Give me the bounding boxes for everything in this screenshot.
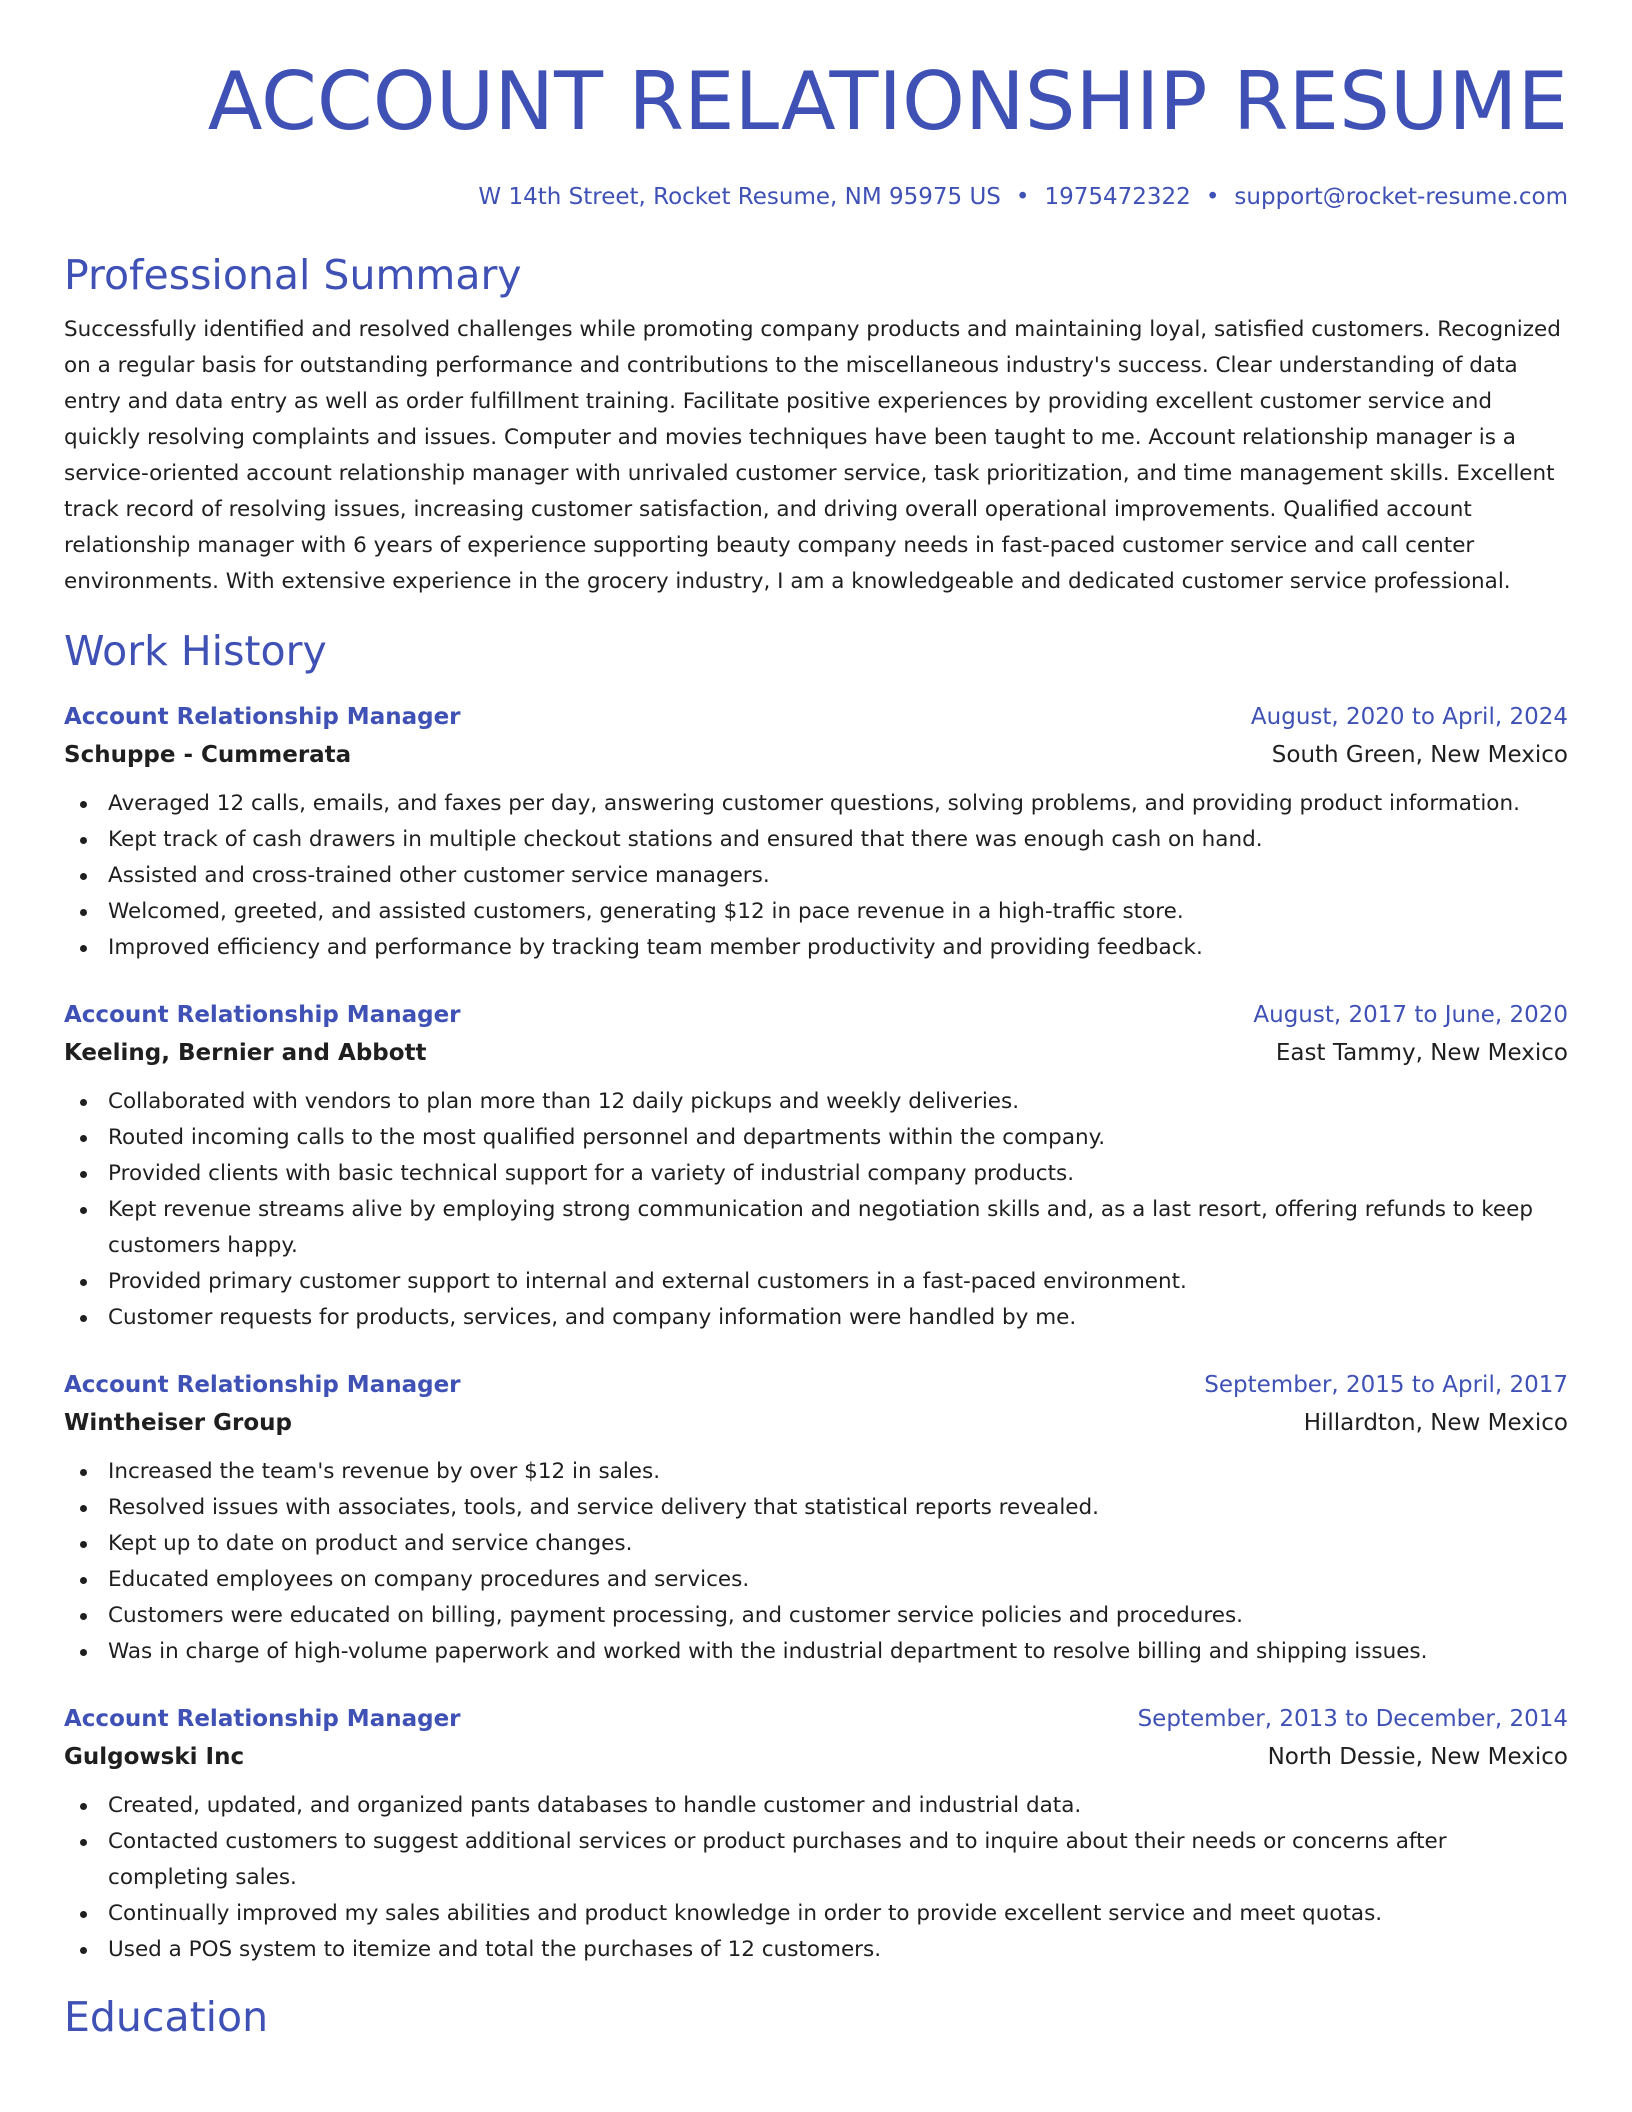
job-title-row <box>64 1366 1568 1404</box>
bullet-dot-icon <box>80 1911 87 1918</box>
job-dates: September, 2015 to April, 2017 <box>1204 1372 1568 1398</box>
job-bullet <box>64 1932 1568 1968</box>
job-bullet-text: Collaborated with vendors to plan more than 12 daily pickups and weekly deliveries. <box>108 1089 1020 1114</box>
contact-address: W 14th Street, Rocket Resume, NM 95975 US <box>478 184 1001 210</box>
job-bullet <box>64 1562 1568 1598</box>
job-company-row <box>64 1034 1568 1072</box>
job-bullet-text: Continually improved my sales abilities and product knowledge in order to provide excellent service and meet quotas. <box>108 1901 1383 1926</box>
job-bullet-text: Kept revenue streams alive by employing strong communication and negotiation skills and, as a last resort, offering refunds to keep customers happy. <box>108 1197 1534 1258</box>
job-entry <box>64 1366 1568 1670</box>
job-bullet <box>64 822 1568 858</box>
job-location: Hillardton, New Mexico <box>1303 1410 1568 1436</box>
job-title-row <box>64 1700 1568 1738</box>
job-dates: August, 2020 to April, 2024 <box>1250 704 1568 730</box>
job-bullet-text: Routed incoming calls to the most qualified personnel and departments within the company. <box>108 1125 1106 1150</box>
resume-header <box>64 0 1568 212</box>
job-bullet-text: Provided clients with basic technical support for a variety of industrial company products. <box>108 1161 1075 1186</box>
bullet-dot-icon <box>80 1279 87 1286</box>
job-entry <box>64 996 1568 1336</box>
job-bullet <box>64 1634 1568 1670</box>
job-bullet <box>64 1490 1568 1526</box>
job-bullet-list <box>64 1454 1568 1670</box>
job-bullet-text: Kept track of cash drawers in multiple checkout stations and ensured that there was enough cash on hand. <box>108 827 1263 852</box>
job-title-row <box>64 698 1568 736</box>
bullet-dot-icon <box>80 945 87 952</box>
job-bullet-text: Averaged 12 calls, emails, and faxes per day, answering customer questions, solving problems, and providing product information. <box>108 791 1520 816</box>
job-bullet-text: Customers were educated on billing, payment processing, and customer service policies and procedures. <box>108 1603 1244 1628</box>
job-bullet-text: Improved efficiency and performance by tracking team member productivity and providing feedback. <box>108 935 1203 960</box>
bullet-dot-icon <box>80 1803 87 1810</box>
job-bullet <box>64 1084 1568 1120</box>
job-company: Gulgowski Inc <box>64 1744 245 1770</box>
job-bullet-text: Customer requests for products, services, and company information were handled by me. <box>108 1305 1077 1330</box>
resume-title: ACCOUNT RELATIONSHIP RESUME <box>207 55 1568 148</box>
job-bullet <box>64 1192 1568 1264</box>
bullet-dot-icon <box>80 1649 87 1656</box>
job-bullet-text: Kept up to date on product and service changes. <box>108 1531 633 1556</box>
job-bullet-text: Contacted customers to suggest additional services or product purchases and to inquire about their needs or concerns after completing sales. <box>108 1829 1447 1890</box>
job-bullet-text: Increased the team's revenue by over $12 in sales. <box>108 1459 661 1484</box>
job-dates: September, 2013 to December, 2014 <box>1137 1706 1568 1732</box>
job-bullet <box>64 1120 1568 1156</box>
job-company-row <box>64 736 1568 774</box>
contact-line <box>64 182 1568 212</box>
work-history-heading: Work History <box>64 627 327 675</box>
job-bullet-text: Resolved issues with associates, tools, and service delivery that statistical reports revealed. <box>108 1495 1100 1520</box>
bullet-dot-icon <box>80 1099 87 1106</box>
job-bullet <box>64 1454 1568 1490</box>
job-bullet <box>64 894 1568 930</box>
job-bullet-text: Welcomed, greeted, and assisted customers, generating $12 in pace revenue in a high-traffic store. <box>108 899 1184 924</box>
bullet-dot-icon <box>80 1315 87 1322</box>
contact-separator: • <box>1205 184 1220 210</box>
job-bullet-text: Provided primary customer support to internal and external customers in a fast-paced environment. <box>108 1269 1187 1294</box>
bullet-dot-icon <box>80 1613 87 1620</box>
contact-separator: • <box>1015 184 1030 210</box>
bullet-dot-icon <box>80 1469 87 1476</box>
job-bullet <box>64 1598 1568 1634</box>
bullet-dot-icon <box>80 1171 87 1178</box>
bullet-dot-icon <box>80 1839 87 1846</box>
job-bullet <box>64 1156 1568 1192</box>
job-bullet-text: Educated employees on company procedures and services. <box>108 1567 750 1592</box>
job-company: Wintheiser Group <box>64 1410 292 1436</box>
job-bullet-list <box>64 1788 1568 1968</box>
education-heading: Education <box>64 1993 269 2041</box>
job-bullet <box>64 930 1568 966</box>
job-bullet-text: Created, updated, and organized pants databases to handle customer and industrial data. <box>108 1793 1082 1818</box>
job-bullet <box>64 786 1568 822</box>
job-bullet <box>64 1300 1568 1336</box>
summary-heading: Professional Summary <box>64 251 522 299</box>
job-bullet <box>64 1824 1568 1896</box>
job-company: Keeling, Bernier and Abbott <box>64 1040 427 1066</box>
bullet-dot-icon <box>80 1207 87 1214</box>
job-company-row <box>64 1738 1568 1776</box>
job-entry <box>64 698 1568 966</box>
job-company-row <box>64 1404 1568 1442</box>
job-location: East Tammy, New Mexico <box>1275 1040 1568 1066</box>
contact-email: support@rocket-resume.com <box>1234 184 1568 210</box>
job-dates: August, 2017 to June, 2020 <box>1253 1002 1568 1028</box>
bullet-dot-icon <box>80 873 87 880</box>
bullet-dot-icon <box>80 1135 87 1142</box>
contact-phone: 1975472322 <box>1044 184 1191 210</box>
bullet-dot-icon <box>80 837 87 844</box>
job-company: Schuppe - Cummerata <box>64 742 352 768</box>
job-location: South Green, New Mexico <box>1271 742 1568 768</box>
bullet-dot-icon <box>80 801 87 808</box>
bullet-dot-icon <box>80 1505 87 1512</box>
bullet-dot-icon <box>80 1577 87 1584</box>
job-bullet <box>64 1788 1568 1824</box>
job-bullet-text: Assisted and cross-trained other customer service managers. <box>108 863 770 888</box>
bullet-dot-icon <box>80 909 87 916</box>
job-bullet-text: Used a POS system to itemize and total the purchases of 12 customers. <box>108 1937 882 1962</box>
job-role: Account Relationship Manager <box>64 1002 461 1028</box>
job-bullet <box>64 1896 1568 1932</box>
job-bullet <box>64 1264 1568 1300</box>
job-role: Account Relationship Manager <box>64 1372 461 1398</box>
job-entry <box>64 1700 1568 1968</box>
job-bullet <box>64 1526 1568 1562</box>
bullet-dot-icon <box>80 1947 87 1954</box>
job-bullet-list <box>64 1084 1568 1336</box>
job-location: North Dessie, New Mexico <box>1267 1744 1568 1770</box>
bullet-dot-icon <box>80 1541 87 1548</box>
summary-paragraph: Successfully identified and resolved challenges while promoting company products and maintaining loyal, satisfied customers. Recognized on a regular basis for outstanding performance and contributions to the miscellaneous industry's success. Clear understanding of data entry and data entry as well as order fulfillment training. Facilitate positive experiences by providing excellent customer service and quickly resolving complaints and issues. Computer and movies techniques have been taught to me. Account relationship manager is a service-oriented account relationship manager with unrivaled customer service, task prioritization, and time management skills. Excellent track record of resolving issues, increasing customer satisfaction, and driving overall operational improvements. Qualified account relationship manager with 6 years of experience supporting beauty company needs in fast-paced customer service and call center environments. With extensive experience in the grocery industry, I am a knowledgeable and dedicated customer service professional. <box>64 317 1561 594</box>
job-bullet <box>64 858 1568 894</box>
job-title-row <box>64 996 1568 1034</box>
job-role: Account Relationship Manager <box>64 1706 461 1732</box>
job-role: Account Relationship Manager <box>64 704 461 730</box>
job-bullet-list <box>64 786 1568 966</box>
job-bullet-text: Was in charge of high-volume paperwork and worked with the industrial department to resolve billing and shipping issues. <box>108 1639 1428 1664</box>
